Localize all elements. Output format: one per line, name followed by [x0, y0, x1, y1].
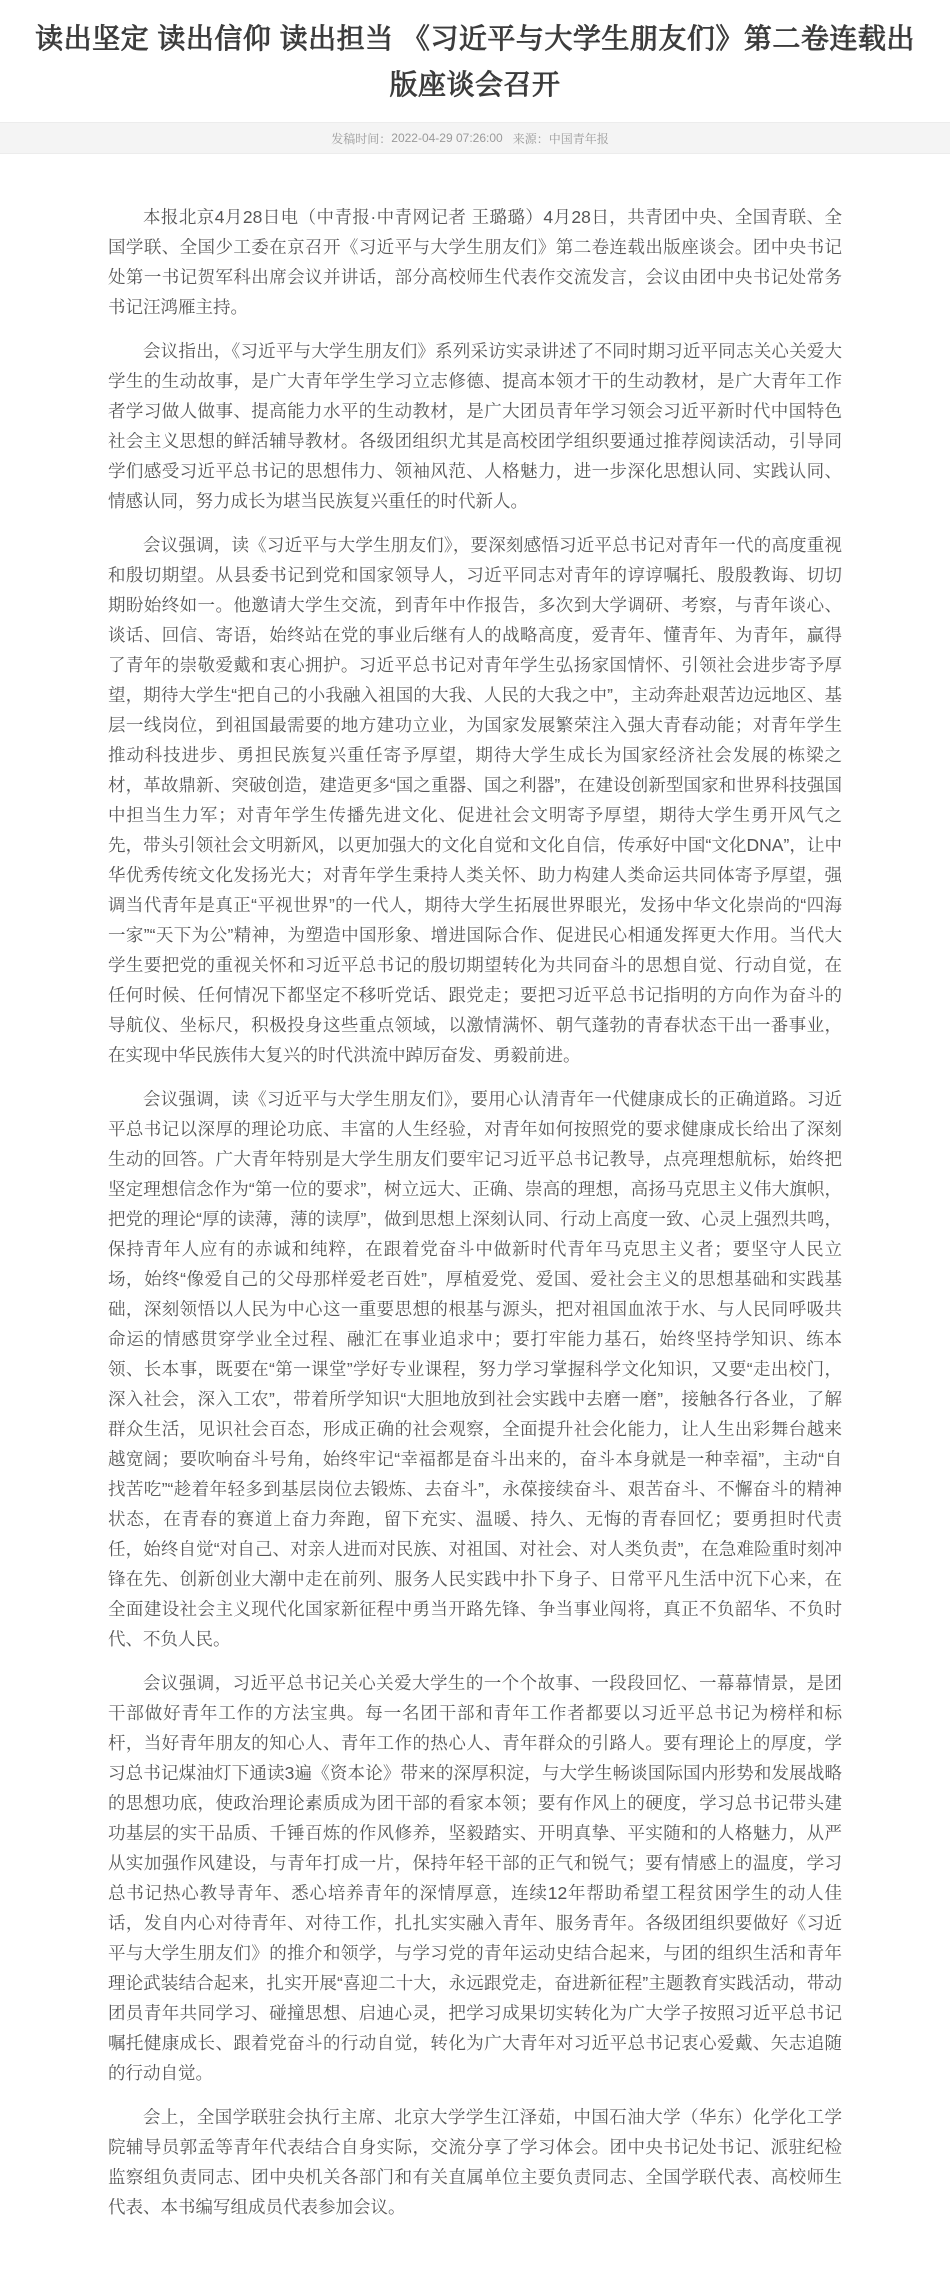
- article-paragraph: 会议强调，习近平总书记关心关爱大学生的一个个故事、一段段回忆、一幕幕情景，是团干部做好青年工作的方法宝典。每一名团干部和青年工作者都要以习近平总书记为榜样和标杆，当好青年朋友的知心人、青年工作的热心人、青年群众的引路人。要有理论上的厚度，学习总书记煤油灯下通读3遍《资本论》带来的深厚积淀，与大学生畅谈国际国内形势和发展战略的思想功底，使政治理论素质成为团干部的看家本领；要有作风上的硬度，学习总书记带头建功基层的实干品质、千锤百炼的作风修养，坚毅踏实、开明真挚、平实随和的人格魅力，从严从实加强作风建设，与青年打成一片，保持年轻干部的正气和锐气；要有情感上的温度，学习总书记热心教导青年、悉心培养青年的深情厚意，连续12年帮助希望工程贫困学生的动人佳话，发自内心对待青年、对待工作，扎扎实实融入青年、服务青年。各级团组织要做好《习近平与大学生朋友们》的推介和领学，与学习党的青年运动史结合起来，与团的组织生活和青年理论武装结合起来，扎实开展“喜迎二十大，永远跟党走，奋进新征程”主题教育实践活动，带动团员青年共同学习、碰撞思想、启迪心灵，把学习成果切实转化为广大学子按照习近平总书记嘱托健康成长、跟着党奋斗的行动自觉，转化为广大青年对习近平总书记衷心爱戴、矢志追随的行动自觉。: [108, 1673, 842, 2083]
- article-title: 读出坚定 读出信仰 读出担当 《习近平与大学生朋友们》第二卷连载出版座谈会召开: [35, 23, 915, 100]
- article-paragraph: 会议指出，《习近平与大学生朋友们》系列采访实录讲述了不同时期习近平同志关心关爱大学生的生动故事，是广大青年学生学习立志修德、提高本领才干的生动教材，是广大青年工作者学习做人做事、提高能力水平的生动教材，是广大团员青年学习领会习近平新时代中国特色社会主义思想的鲜活辅导教材。各级团组织尤其是高校团学组织要通过推荐阅读活动，引导同学们感受习近平总书记的思想伟力、领袖风范、人格魅力，进一步深化思想认同、实践认同、情感认同，努力成长为堪当民族复兴重任的时代新人。: [108, 341, 842, 511]
- article-paragraph: 会议强调，读《习近平与大学生朋友们》，要用心认清青年一代健康成长的正确道路。习近平总书记以深厚的理论功底、丰富的人生经验，对青年如何按照党的要求健康成长给出了深刻生动的回答。广大青年特别是大学生朋友们要牢记习近平总书记教导，点亮理想航标，始终把坚定理想信念作为“第一位的要求”，树立远大、正确、崇高的理想，高扬马克思主义伟大旗帜，把党的理论“厚的读薄，薄的读厚”，做到思想上深刻认同、行动上高度一致、心灵上强烈共鸣，保持青年人应有的赤诚和纯粹，在跟着党奋斗中做新时代青年马克思主义者；要坚守人民立场，始终“像爱自己的父母那样爱老百姓”，厚植爱党、爱国、爱社会主义的思想基础和实践基础，深刻领悟以人民为中心这一重要思想的根基与源头，把对祖国血浓于水、与人民同呼吸共命运的情感贯穿学业全过程、融汇在事业追求中；要打牢能力基石，始终坚持学知识、练本领、长本事，既要在“第一课堂”学好专业课程，努力学习掌握科学文化知识，又要“走出校门，深入社会，深入工农”，带着所学知识“大胆地放到社会实践中去磨一磨”，接触各行各业，了解群众生活，见识社会百态，形成正确的社会观察，全面提升社会化能力，让人生出彩舞台越来越宽阔；要吹响奋斗号角，始终牢记“幸福都是奋斗出来的，奋斗本身就是一种幸福”，主动“自找苦吃”“趁着年轻多到基层岗位去锻炼、去奋斗”，永葆接续奋斗、艰苦奋斗、不懈奋斗的精神状态，在青春的赛道上奋力奔跑，留下充实、温暖、持久、无悔的青春回忆；要勇担时代责任，始终自觉“对自己、对亲人进而对民族、对祖国、对社会、对人类负责”，在急难险重时刻冲锋在先、创新创业大潮中走在前列、服务人民实践中扑下身子、日常平凡生活中沉下心来，在全面建设社会主义现代化国家新征程中勇当开路先锋、争当事业闯将，真正不负韶华、不负时代、不负人民。: [108, 1089, 842, 1649]
- source-value: 中国青年报: [548, 131, 609, 146]
- article-paragraph: 会上，全国学联驻会执行主席、北京大学学生江泽茹，中国石油大学（华东）化学化工学院辅导员郭孟等青年代表结合自身实际，交流分享了学习体会。团中央书记处书记、派驻纪检监察组负责同志、团中央机关各部门和有关直属单位主要负责同志、全国学联代表、高校师生代表、本书编写组成员代表参加会议。: [108, 2107, 842, 2217]
- meta-bar: [0, 122, 950, 154]
- article-paragraph: 会议强调，读《习近平与大学生朋友们》，要深刻感悟习近平总书记对青年一代的高度重视和殷切期望。从县委书记到党和国家领导人，习近平同志对青年的谆谆嘱托、殷殷教诲、切切期盼始终如一。他邀请大学生交流，到青年中作报告，多次到大学调研、考察，与青年谈心、谈话、回信、寄语，始终站在党的事业后继有人的战略高度，爱青年、懂青年、为青年，赢得了青年的崇敬爱戴和衷心拥护。习近平总书记对青年学生弘扬家国情怀、引领社会进步寄予厚望，期待大学生“把自己的小我融入祖国的大我、人民的大我之中”，主动奔赴艰苦边远地区、基层一线岗位，到祖国最需要的地方建功立业，为国家发展繁荣注入强大青春动能；对青年学生推动科技进步、勇担民族复兴重任寄予厚望，期待大学生成长为国家经济社会发展的栋梁之材，革故鼎新、突破创造，建造更多“国之重器、国之利器”，在建设创新型国家和世界科技强国中担当生力军；对青年学生传播先进文化、促进社会文明寄予厚望，期待大学生勇开风气之先，带头引领社会文明新风，以更加强大的文化自觉和文化自信，传承好中国“文化DNA”，让中华优秀传统文化发扬光大；对青年学生秉持人类关怀、助力构建人类命运共同体寄予厚望，强调当代青年是真正“平视世界”的一代人，期待大学生拓展世界眼光，发扬中华文化崇尚的“四海一家”“天下为公”精神，为塑造中国形象、增进国际合作、促进民心相通发挥更大作用。当代大学生要把党的重视关怀和习近平总书记的殷切期望转化为共同奋斗的思想自觉、行动自觉，在任何时候、任何情况下都坚定不移听党话、跟党走；要把习近平总书记指明的方向作为奋斗的导航仪、坐标尺，积极投身这些重点领域，以激情满怀、朝气蓬勃的青春状态干出一番事业，在实现中华民族伟大复兴的时代洪流中踔厉奋发、勇毅前进。: [108, 535, 842, 1065]
- publish-time-value: 2022-04-29 07:26:00: [391, 131, 503, 145]
- article-body: [108, 202, 842, 2276]
- publish-time-label: 发稿时间：: [331, 131, 392, 146]
- article-header: [0, 0, 950, 154]
- article-paragraph: 本报北京4月28日电（中青报·中青网记者 王璐璐）4月28日，共青团中央、全国青联、全国学联、全国少工委在京召开《习近平与大学生朋友们》第二卷连载出版座谈会。团中央书记处第一书记贺军科出席会议并讲话，部分高校师生代表作交流发言，会议由团中央书记处常务书记汪鸿雁主持。: [108, 207, 842, 317]
- source-label: 来源：: [512, 131, 549, 146]
